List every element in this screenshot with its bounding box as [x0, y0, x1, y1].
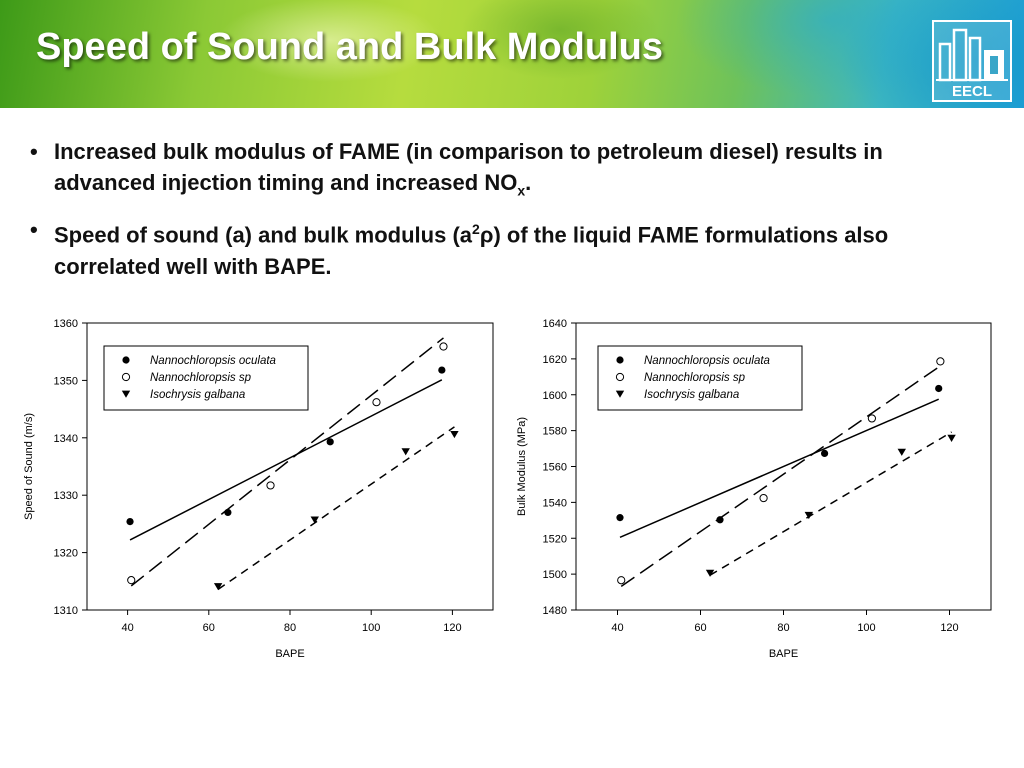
bullet-item: [30, 214, 990, 281]
y-axis-label: Bulk Modulus (MPa): [516, 416, 528, 517]
x-tick-label: 40: [611, 622, 624, 634]
data-point: [616, 514, 623, 521]
y-tick-label: 1320: [53, 547, 78, 560]
legend-label: Isochrysis galbana: [150, 389, 246, 401]
legend-marker: [122, 373, 129, 380]
data-point: [935, 385, 942, 392]
data-point: [267, 482, 274, 489]
x-axis-label: BAPE: [275, 648, 305, 660]
logo-text: EECL: [951, 83, 993, 100]
x-tick-label: 60: [694, 622, 707, 634]
bulk-modulus-chart: [505, 312, 1005, 672]
data-point: [126, 518, 133, 525]
x-tick-label: 60: [202, 622, 215, 634]
x-axis-label: BAPE: [768, 648, 799, 660]
y-tick-label: 1600: [542, 389, 567, 402]
x-tick-label: 120: [443, 622, 462, 634]
bullet-dot-icon: •: [30, 217, 38, 243]
bullet-1-text: Increased bulk modulus of FAME (in comparison to petroleum diesel) results in advanced injection timing and increased NO: [54, 139, 883, 195]
y-tick-label: 1540: [542, 497, 567, 510]
y-tick-label: 1580: [542, 425, 567, 438]
bullet-2-text-a: Speed of sound (a) and bulk modulus (a: [54, 222, 473, 248]
data-point: [868, 415, 875, 422]
bullet-2-text-b: ) of the liquid FAME formulations also correlated well with BAPE.: [54, 222, 889, 279]
data-point: [937, 358, 944, 365]
series-group: [214, 427, 459, 590]
x-tick-label: 120: [940, 622, 959, 634]
speed-of-sound-chart: [10, 312, 500, 672]
x-tick-label: 40: [121, 622, 134, 634]
data-point: [821, 450, 828, 457]
data-point: [440, 343, 447, 350]
legend-label: Nannochloropsis sp: [150, 372, 252, 384]
trend-line: [710, 432, 952, 575]
data-point: [947, 435, 955, 442]
legend-marker: [616, 356, 623, 363]
y-tick-label: 1560: [542, 461, 567, 474]
x-tick-label: 100: [362, 622, 381, 634]
x-tick-label: 80: [283, 622, 297, 634]
legend: [104, 346, 308, 410]
x-tick-label: 80: [777, 622, 790, 634]
data-point: [327, 438, 334, 445]
legend-label: Isochrysis galbana: [644, 389, 740, 401]
y-tick-label: 1640: [542, 318, 567, 330]
y-tick-label: 1500: [542, 569, 567, 582]
y-tick-label: 1340: [53, 432, 78, 445]
slide-title: Speed of Sound and Bulk Modulus: [36, 26, 663, 68]
y-tick-label: 1360: [53, 318, 78, 330]
data-point: [898, 449, 906, 456]
data-point: [311, 517, 319, 524]
data-point: [128, 577, 135, 584]
data-point: [438, 366, 445, 373]
legend-marker: [122, 356, 129, 363]
bullet-list: [30, 136, 990, 290]
y-tick-label: 1350: [53, 375, 78, 388]
y-axis-label: Speed of Sound (m/s): [23, 412, 35, 521]
series-group: [706, 432, 956, 577]
bullet-dot-icon: •: [30, 139, 38, 164]
title-banner: [0, 0, 1024, 108]
bullet-1-end: .: [525, 170, 532, 195]
eecl-logo: [932, 20, 1012, 102]
legend-label: Nannochloropsis oculata: [644, 355, 770, 367]
data-point: [402, 448, 410, 455]
data-point: [450, 431, 458, 438]
x-tick-label: 100: [857, 622, 876, 634]
y-tick-label: 1310: [53, 605, 78, 617]
bullet-2-superscript: 2: [472, 221, 480, 238]
legend-label: Nannochloropsis sp: [644, 372, 746, 384]
legend-label: Nannochloropsis oculata: [150, 355, 276, 367]
y-tick-label: 1480: [542, 605, 567, 617]
y-tick-label: 1520: [542, 533, 567, 546]
legend: [598, 346, 802, 410]
y-tick-label: 1620: [542, 353, 567, 366]
bullet-item: [30, 136, 990, 206]
bullet-1-subscript: x: [517, 182, 526, 199]
data-point: [760, 494, 767, 501]
trend-line: [218, 427, 454, 589]
y-tick-label: 1330: [53, 490, 78, 503]
bullet-2-rho: ρ: [479, 222, 494, 248]
legend-marker: [616, 373, 623, 380]
data-point: [373, 399, 380, 406]
data-point: [618, 577, 625, 584]
